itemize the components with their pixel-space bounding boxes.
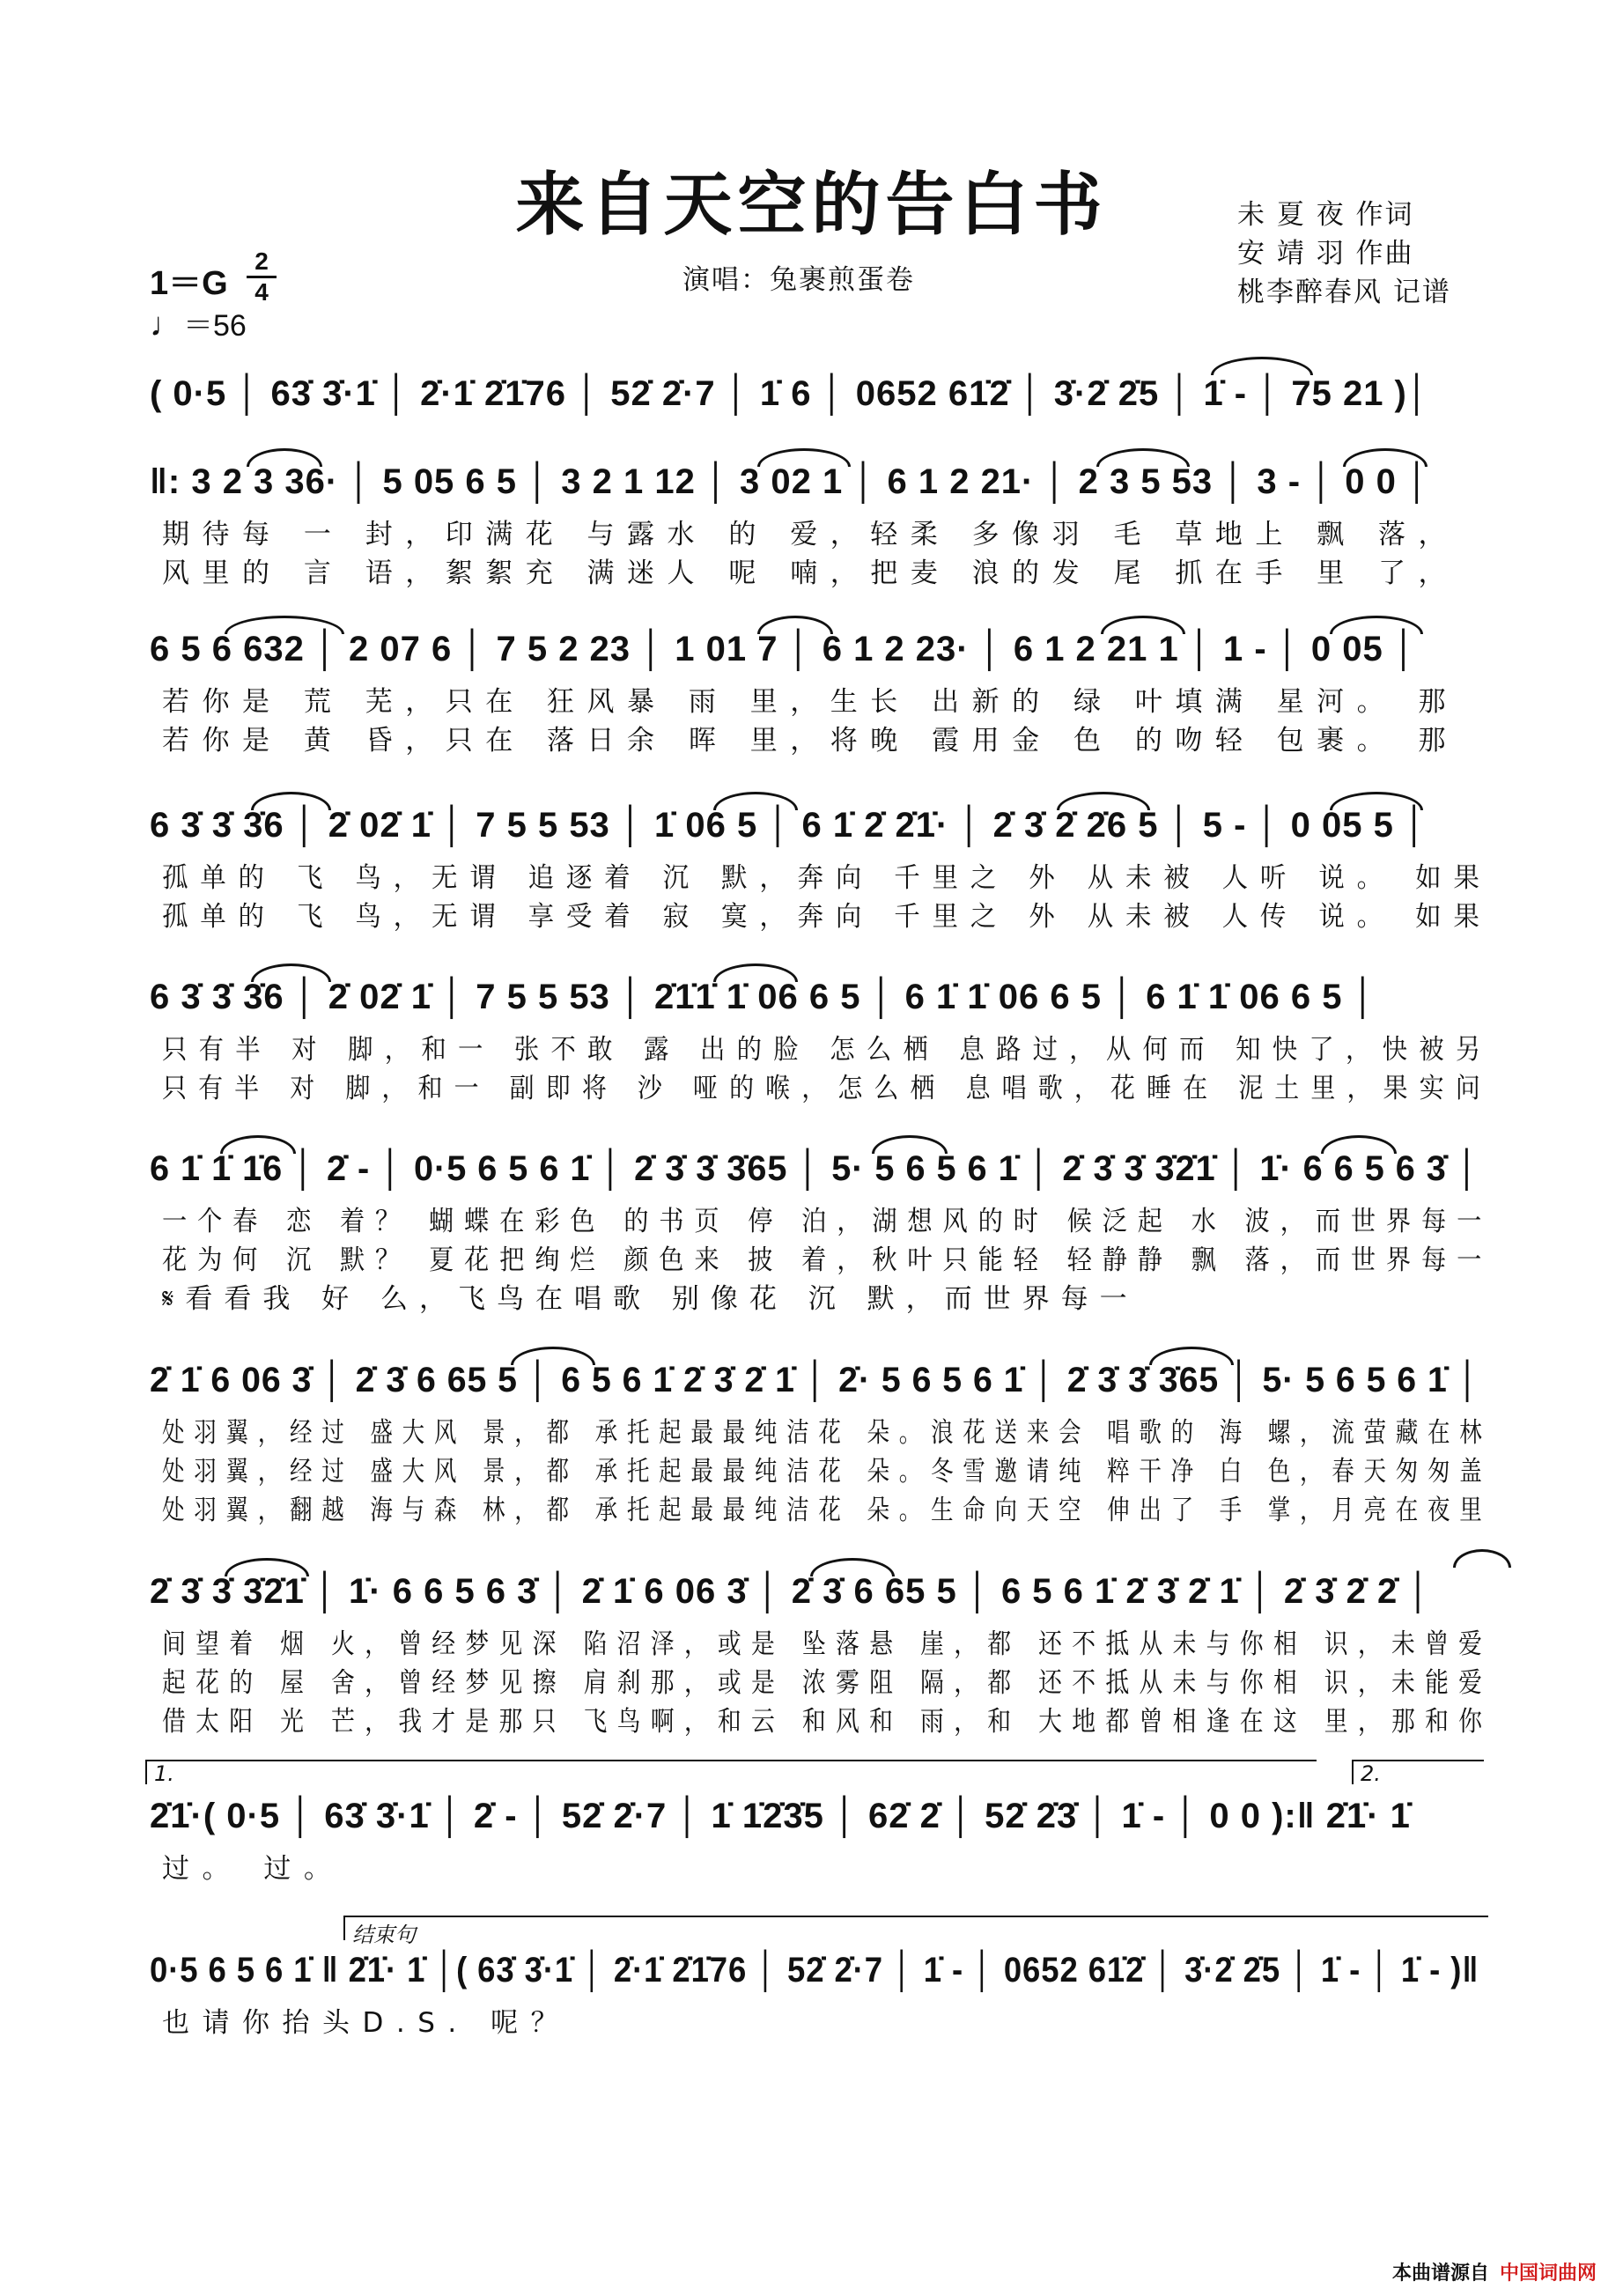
- site-name-link[interactable]: 中国词曲网: [1499, 2263, 1597, 2285]
- notation-line: 6 3̇ 3̇ 3̇6 │ 2̇ 02̇ 1̇ │ 7 5 5 53 │ 1̇ 06 5 │ 6 1̇ 2̇ 2̇1̇· │ 2̇ 3̇ 2̇ 2̇6 5 │ 5 - │ 0 05 5 │: [150, 806, 1428, 845]
- credits-block: [1237, 196, 1451, 312]
- time-top: 2: [255, 247, 269, 275]
- lyric-verse-2: 风里的 言 语，絮絮充 满迷人 呢 喃，把麦 浪的发 尾 抓在手 里 了，: [162, 557, 1459, 589]
- lyric-verse-1: 孤单的 飞 鸟，无谓 追逐着 沉 默，奔向 千里之 外 从未被 人听 说。 如果: [162, 862, 1492, 894]
- slur: [757, 448, 851, 467]
- slur: [220, 1135, 296, 1154]
- lyric-verse-1: 若你是 荒 芜，只在 狂风暴 雨 里，生长 出新的 绿 叶填满 星河。 那: [162, 686, 1459, 718]
- song-title: 来自天空的告白书: [515, 165, 1108, 245]
- ending-phrase-bracket: 结束句: [343, 1916, 1488, 1940]
- slur: [251, 792, 331, 810]
- notation-line: ‖: 3 2 3 36· │ 5 05 6 5 │ 3 2 1 12 │ 3 02 1 │ 6 1 2 21· │ 2 3 5 53 │ 3 - │ 0 0 │: [150, 462, 1431, 501]
- tie-arc: [1453, 1549, 1511, 1568]
- slur: [713, 963, 798, 982]
- slur: [810, 1558, 895, 1576]
- source-label: 本曲谱源自: [1391, 2263, 1489, 2285]
- transcriber-credit: 桃李醉春风 记谱: [1237, 277, 1451, 308]
- lyric-ending: 过。 过。: [162, 1853, 344, 1885]
- lyric-verse-2: 只有半 对 脚，和一 副即将 沙 哑的喉，怎么栖 息唱歌，花睡在 泥土里，果实问: [162, 1073, 1492, 1104]
- lyric-verse-2: 花为何 沉 默？ 夏花把绚烂 颜色来 披 着，秋叶只能轻 轻静静 飘 落，而世界每一: [162, 1244, 1493, 1276]
- lyricist-credit: 未 夏 夜 作词: [1237, 199, 1414, 231]
- lyric-verse-1: 期待每 一 封，印满花 与露水 的 爱，轻柔 多像羽 毛 草地上 飘 落，: [162, 519, 1459, 550]
- lyric-verse-2: 处羽翼，经过 盛大风 景，都 承托起最最纯洁花 朵。冬雪邀请纯 粹干净 白 色，春天匆匆盖: [162, 1456, 1492, 1488]
- key-signature: 1＝G: [150, 265, 228, 302]
- lyric-verse-1: 一个春 恋 着？ 蝴蝶在彩色 的书页 停 泊，湖想风的时 候泛起 水 波，而世界每一: [162, 1206, 1493, 1237]
- slur: [1211, 357, 1313, 375]
- time-bottom: 4: [255, 278, 269, 306]
- lyric-verse-3: 处羽翼，翻越 海与森 林，都 承托起最最纯洁花 朵。生命向天空 伸出了 手 掌，月亮在夜里: [162, 1495, 1492, 1526]
- slur: [1330, 616, 1423, 634]
- notation-line: 2̇ 3̇ 3̇ 3̇2̇1̇ │ 1̇· 6 6 5 6 3̇ │ 2̇ 1̇ 6 06 3̇ │ 2̇ 3̇ 6 65 5 │ 6 5 6 1̇ 2̇ 3̇ 2̇ 1̇ │ 2̇ 3̇ 2̇ 2̇ │: [150, 1572, 1432, 1611]
- slur: [757, 616, 833, 634]
- quarter-note-icon: ♩: [150, 306, 183, 343]
- slur: [225, 1558, 309, 1576]
- lyric-verse-2: 若你是 黄 昏，只在 落日余 晖 里，将晚 霞用金 色 的吻轻 包裹。 那: [162, 725, 1459, 757]
- source-footer: [1392, 2258, 1597, 2285]
- lyric-verse-2: 起花的 屋 舍，曾经梦见擦 肩刹那，或是 浓雾阻 隔，都 还不抵从未与你相 识，未能爱: [162, 1667, 1493, 1699]
- lyric-verse-3-segno: 𝄋看看我 好 么，飞鸟在唱歌 别像花 沉 默，而世界每一: [162, 1283, 1139, 1315]
- slur: [511, 1347, 595, 1365]
- slur: [713, 792, 798, 810]
- slur: [872, 1135, 948, 1154]
- tempo-marking: [150, 301, 247, 344]
- time-signature: [247, 249, 277, 305]
- volta-first-ending: 1.: [145, 1760, 1317, 1784]
- composer-credit: 安 靖 羽 作曲: [1237, 238, 1414, 269]
- tempo-value: ＝56: [183, 309, 247, 343]
- volta-second-ending: 2.: [1352, 1760, 1484, 1784]
- notation-line: 2̇ 1̇ 6 06 3̇ │ 2̇ 3̇ 6 65 5 │ 6 5 6 1̇ 2̇ 3̇ 2̇ 1̇ │ 2̇· 5 6 5 6 1̇ │ 2̇ 3̇ 3̇ 3̇65 │ 5· 5 6 5 6 1̇ │: [150, 1361, 1481, 1399]
- notation-line: 2̇1̇·( 0·5 │ 63̇ 3̇·1̇ │ 2̇ - │ 52̇ 2̇·7 │ 1̇ 1̇2̇3̇5 │ 62̇ 2̇ │ 52̇ 2̇3̇ │ 1̇ - │ 0 0 ):‖ 2̇1̇· 1̇: [150, 1797, 1411, 1835]
- notation-line: 6 3̇ 3̇ 3̇6 │ 2̇ 02̇ 1̇ │ 7 5 5 53 │ 2̇1̇1̇ 1̇ 06 6 5 │ 6 1̇ 1̇ 06 6 5 │ 6 1̇ 1̇ 06 6 5 │: [150, 978, 1376, 1016]
- slur: [1330, 792, 1423, 810]
- notation-line: 6 5 6 632 │ 2 07 6 │ 7 5 2 23 │ 1 01 7 │ 6 1 2 23· │ 6 1 2 21 1 │ 1 - │ 0 05 │: [150, 630, 1417, 668]
- slur: [1149, 1347, 1234, 1365]
- lyric-verse-1: 间望着 烟 火，曾经梦见深 陷沼泽，或是 坠落悬 崖，都 还不抵从未与你相 识，未曾爱: [162, 1628, 1493, 1660]
- lyric-verse-1: 处羽翼，经过 盛大风 景，都 承托起最最纯洁花 朵。浪花送来会 唱歌的 海 螺，流萤藏在林: [162, 1417, 1492, 1449]
- slur: [1057, 792, 1150, 810]
- singer-credit: 演唱：兔裹煎蛋卷: [682, 264, 915, 296]
- notation-line: 6 1̇ 1̇ 1̇6 │ 2̇ - │ 0·5 6 5 6 1̇ │ 2̇ 3̇ 3̇ 3̇65 │ 5· 5 6 5 6 1̇ │ 2̇ 3̇ 3̇ 3̇2̇1̇ │ 1̇· 6 6 5 6 3̇ │: [150, 1149, 1480, 1188]
- slur: [1096, 448, 1190, 467]
- slur: [1321, 1135, 1397, 1154]
- lyric-verse-3: 借太阳 光 芒，我才是那只 飞鸟啊，和云 和风和 雨，和 大地都曾相逢在这 里，那和你: [162, 1706, 1493, 1738]
- lyric-coda: 也请你抬头D.S. 呢？: [162, 2007, 572, 2039]
- slur: [247, 448, 322, 467]
- lyric-verse-1: 只有半 对 脚，和一 张不敢 露 出的脸 怎么栖 息路过，从何而 知快了，快被另: [162, 1034, 1493, 1066]
- slur: [1101, 616, 1185, 634]
- lyric-verse-2: 孤单的 飞 鸟，无谓 享受着 寂 寞，奔向 千里之 外 从未被 人传 说。 如果: [162, 901, 1492, 933]
- notation-line: ( 0·5 │ 63̇ 3̇·1̇ │ 2̇·1̇ 2̇1̇76 │ 52̇ 2̇·7 │ 1̇ 6 │ 0652 61̇2̇ │ 3̇·2̇ 2̇5 │ 1̇ - │ 75 21 )│: [150, 374, 1430, 413]
- slur: [251, 963, 331, 982]
- slur: [225, 616, 344, 634]
- slur: [1343, 448, 1428, 467]
- notation-line: 0·5 6 5 6 1̇ ‖ 2̇1̇· 1̇ │( 63̇ 3̇·1̇ │ 2̇·1̇ 2̇1̇76 │ 52̇ 2̇·7 │ 1̇ - │ 0652 61̇2̇ │ 3̇·2̇ 2̇5 │ 1̇ - │ 1̇ - )‖: [150, 1951, 1479, 1990]
